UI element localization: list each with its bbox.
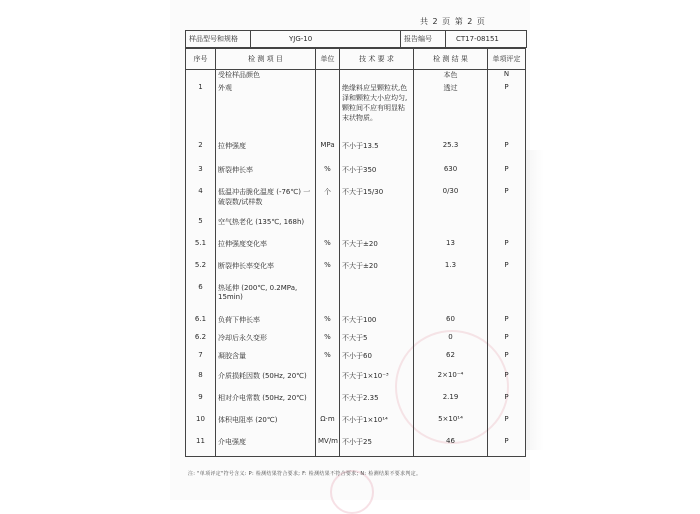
row-number-cell: 6.2 bbox=[186, 333, 216, 351]
col-header-item: 检 测 项 目 bbox=[216, 49, 316, 70]
result-cell bbox=[414, 283, 488, 315]
judgement-cell: P bbox=[488, 315, 526, 333]
judgement-cell: P bbox=[488, 83, 526, 141]
unit-cell: % bbox=[316, 165, 340, 187]
unit-cell: Ω·m bbox=[316, 415, 340, 437]
judgement-cell: P bbox=[488, 437, 526, 457]
table-row bbox=[186, 415, 526, 437]
table-row bbox=[186, 239, 526, 261]
judgement-cell: P bbox=[488, 333, 526, 351]
requirement-cell: 不大于±20 bbox=[340, 239, 414, 261]
unit-cell: MPa bbox=[316, 141, 340, 165]
row-number-cell: 5 bbox=[186, 217, 216, 239]
requirement-cell: 不大于±20 bbox=[340, 261, 414, 283]
table-header-row bbox=[186, 49, 526, 70]
row-number-cell: 6.1 bbox=[186, 315, 216, 333]
test-item-cell: 断裂伸长率变化率 bbox=[216, 261, 316, 283]
result-cell: 60 bbox=[414, 315, 488, 333]
table-row bbox=[186, 315, 526, 333]
model-label: 样品型号和规格 bbox=[186, 31, 251, 47]
result-cell: 2×10⁻⁴ bbox=[414, 371, 488, 393]
requirement-cell: 不大于5 bbox=[340, 333, 414, 351]
result-cell: 2.19 bbox=[414, 393, 488, 415]
col-header-judgement: 单项评定 bbox=[488, 49, 526, 70]
table-row bbox=[186, 187, 526, 217]
table-row bbox=[186, 165, 526, 187]
unit-cell: % bbox=[316, 239, 340, 261]
result-cell: 本色 bbox=[414, 70, 488, 83]
table-row bbox=[186, 371, 526, 393]
judgement-cell: P bbox=[488, 371, 526, 393]
judgement-cell: P bbox=[488, 415, 526, 437]
unit-cell: 个 bbox=[316, 187, 340, 217]
result-cell: 25.3 bbox=[414, 141, 488, 165]
judgement-cell: N bbox=[488, 70, 526, 83]
row-number-cell: 11 bbox=[186, 437, 216, 457]
result-cell bbox=[414, 217, 488, 239]
table-row bbox=[186, 351, 526, 371]
test-item-cell: 低温冲击脆化温度 (-76℃) 一破裂数/试样数 bbox=[216, 187, 316, 217]
requirement-cell: 不小于60 bbox=[340, 351, 414, 371]
report-value: CT17-08151 bbox=[456, 35, 499, 43]
row-number-cell: 2 bbox=[186, 141, 216, 165]
row-number-cell: 4 bbox=[186, 187, 216, 217]
unit-cell bbox=[316, 393, 340, 415]
result-cell: 62 bbox=[414, 351, 488, 371]
result-cell: 13 bbox=[414, 239, 488, 261]
result-cell: 透过 bbox=[414, 83, 488, 141]
test-results-table bbox=[185, 48, 526, 457]
test-item-cell: 介质损耗因数 (50Hz, 20℃) bbox=[216, 371, 316, 393]
requirement-cell bbox=[340, 70, 414, 83]
test-item-cell: 体积电阻率 (20℃) bbox=[216, 415, 316, 437]
test-item-cell: 凝胶含量 bbox=[216, 351, 316, 371]
table-row bbox=[186, 261, 526, 283]
table-row bbox=[186, 437, 526, 457]
unit-cell bbox=[316, 70, 340, 83]
unit-cell bbox=[316, 217, 340, 239]
judgement-cell: P bbox=[488, 165, 526, 187]
requirement-cell bbox=[340, 283, 414, 315]
row-number-cell bbox=[186, 70, 216, 83]
result-cell: 0 bbox=[414, 333, 488, 351]
requirement-cell bbox=[340, 217, 414, 239]
requirement-cell: 不小于350 bbox=[340, 165, 414, 187]
judgement-cell: P bbox=[488, 187, 526, 217]
result-cell: 630 bbox=[414, 165, 488, 187]
col-header-result: 检 测 结 果 bbox=[414, 49, 488, 70]
result-cell: 46 bbox=[414, 437, 488, 457]
table-row bbox=[186, 283, 526, 315]
row-number-cell: 1 bbox=[186, 83, 216, 141]
model-value: YJG-10 bbox=[251, 31, 401, 47]
table-row bbox=[186, 70, 526, 83]
requirement-cell: 不大于100 bbox=[340, 315, 414, 333]
test-item-cell: 拉伸强度 bbox=[216, 141, 316, 165]
table-row bbox=[186, 393, 526, 415]
col-header-requirement: 技 术 要 求 bbox=[340, 49, 414, 70]
row-number-cell: 3 bbox=[186, 165, 216, 187]
unit-cell bbox=[316, 371, 340, 393]
judgement-cell: P bbox=[488, 393, 526, 415]
test-item-cell: 负荷下伸长率 bbox=[216, 315, 316, 333]
row-number-cell: 9 bbox=[186, 393, 216, 415]
table-row bbox=[186, 83, 526, 141]
judgement-cell: P bbox=[488, 261, 526, 283]
row-number-cell: 8 bbox=[186, 371, 216, 393]
col-header-unit: 单位 bbox=[316, 49, 340, 70]
report-header bbox=[185, 30, 527, 48]
unit-cell: % bbox=[316, 351, 340, 371]
judgement-cell bbox=[488, 283, 526, 315]
test-item-cell: 热延伸 (200℃, 0.2MPa, 15min) bbox=[216, 283, 316, 315]
requirement-cell: 不小于13.5 bbox=[340, 141, 414, 165]
unit-cell: MV/m bbox=[316, 437, 340, 457]
judgement-cell: P bbox=[488, 351, 526, 371]
result-cell: 0/30 bbox=[414, 187, 488, 217]
unit-cell: % bbox=[316, 261, 340, 283]
row-number-cell: 5.2 bbox=[186, 261, 216, 283]
requirement-cell: 不大于2.35 bbox=[340, 393, 414, 415]
judgement-cell: P bbox=[488, 141, 526, 165]
unit-cell bbox=[316, 283, 340, 315]
requirement-cell: 不大于1×10⁻³ bbox=[340, 371, 414, 393]
test-item-cell: 受检样品颜色 bbox=[216, 70, 316, 83]
result-cell: 1.3 bbox=[414, 261, 488, 283]
table-row bbox=[186, 217, 526, 239]
result-cell: 5×10¹⁴ bbox=[414, 415, 488, 437]
judgement-cell bbox=[488, 217, 526, 239]
footnote: 注: "单项评定"符号含义: P: 检测结果符合要求; F: 检测结果不符合要求; N: 检测结果不要求判定。 bbox=[188, 471, 422, 477]
test-item-cell: 相对介电常数 (50Hz, 20℃) bbox=[216, 393, 316, 415]
col-header-no: 序号 bbox=[186, 49, 216, 70]
table-row bbox=[186, 141, 526, 165]
row-number-cell: 5.1 bbox=[186, 239, 216, 261]
test-item-cell: 外观 bbox=[216, 83, 316, 141]
page-number: 共 2 页 第 2 页 bbox=[420, 17, 486, 26]
requirement-cell: 不小于25 bbox=[340, 437, 414, 457]
test-item-cell: 介电强度 bbox=[216, 437, 316, 457]
report-label: 报告编号 bbox=[401, 31, 446, 47]
unit-cell bbox=[316, 83, 340, 141]
test-item-cell: 冷却后永久变形 bbox=[216, 333, 316, 351]
unit-cell: % bbox=[316, 315, 340, 333]
requirement-cell: 不大于15/30 bbox=[340, 187, 414, 217]
requirement-cell: 不小于1×10¹⁴ bbox=[340, 415, 414, 437]
requirement-cell: 绝缘料应呈颗粒状,色泽和颗粒大小应均匀, 颗粒间不应有明显粘末状物质。 bbox=[340, 83, 414, 141]
page-edge-shadow bbox=[526, 150, 544, 450]
test-item-cell: 拉伸强度变化率 bbox=[216, 239, 316, 261]
row-number-cell: 6 bbox=[186, 283, 216, 315]
unit-cell: % bbox=[316, 333, 340, 351]
test-item-cell: 断裂伸长率 bbox=[216, 165, 316, 187]
judgement-cell: P bbox=[488, 239, 526, 261]
table-row bbox=[186, 333, 526, 351]
test-item-cell: 空气热老化 (135℃, 168h) bbox=[216, 217, 316, 239]
row-number-cell: 7 bbox=[186, 351, 216, 371]
row-number-cell: 10 bbox=[186, 415, 216, 437]
